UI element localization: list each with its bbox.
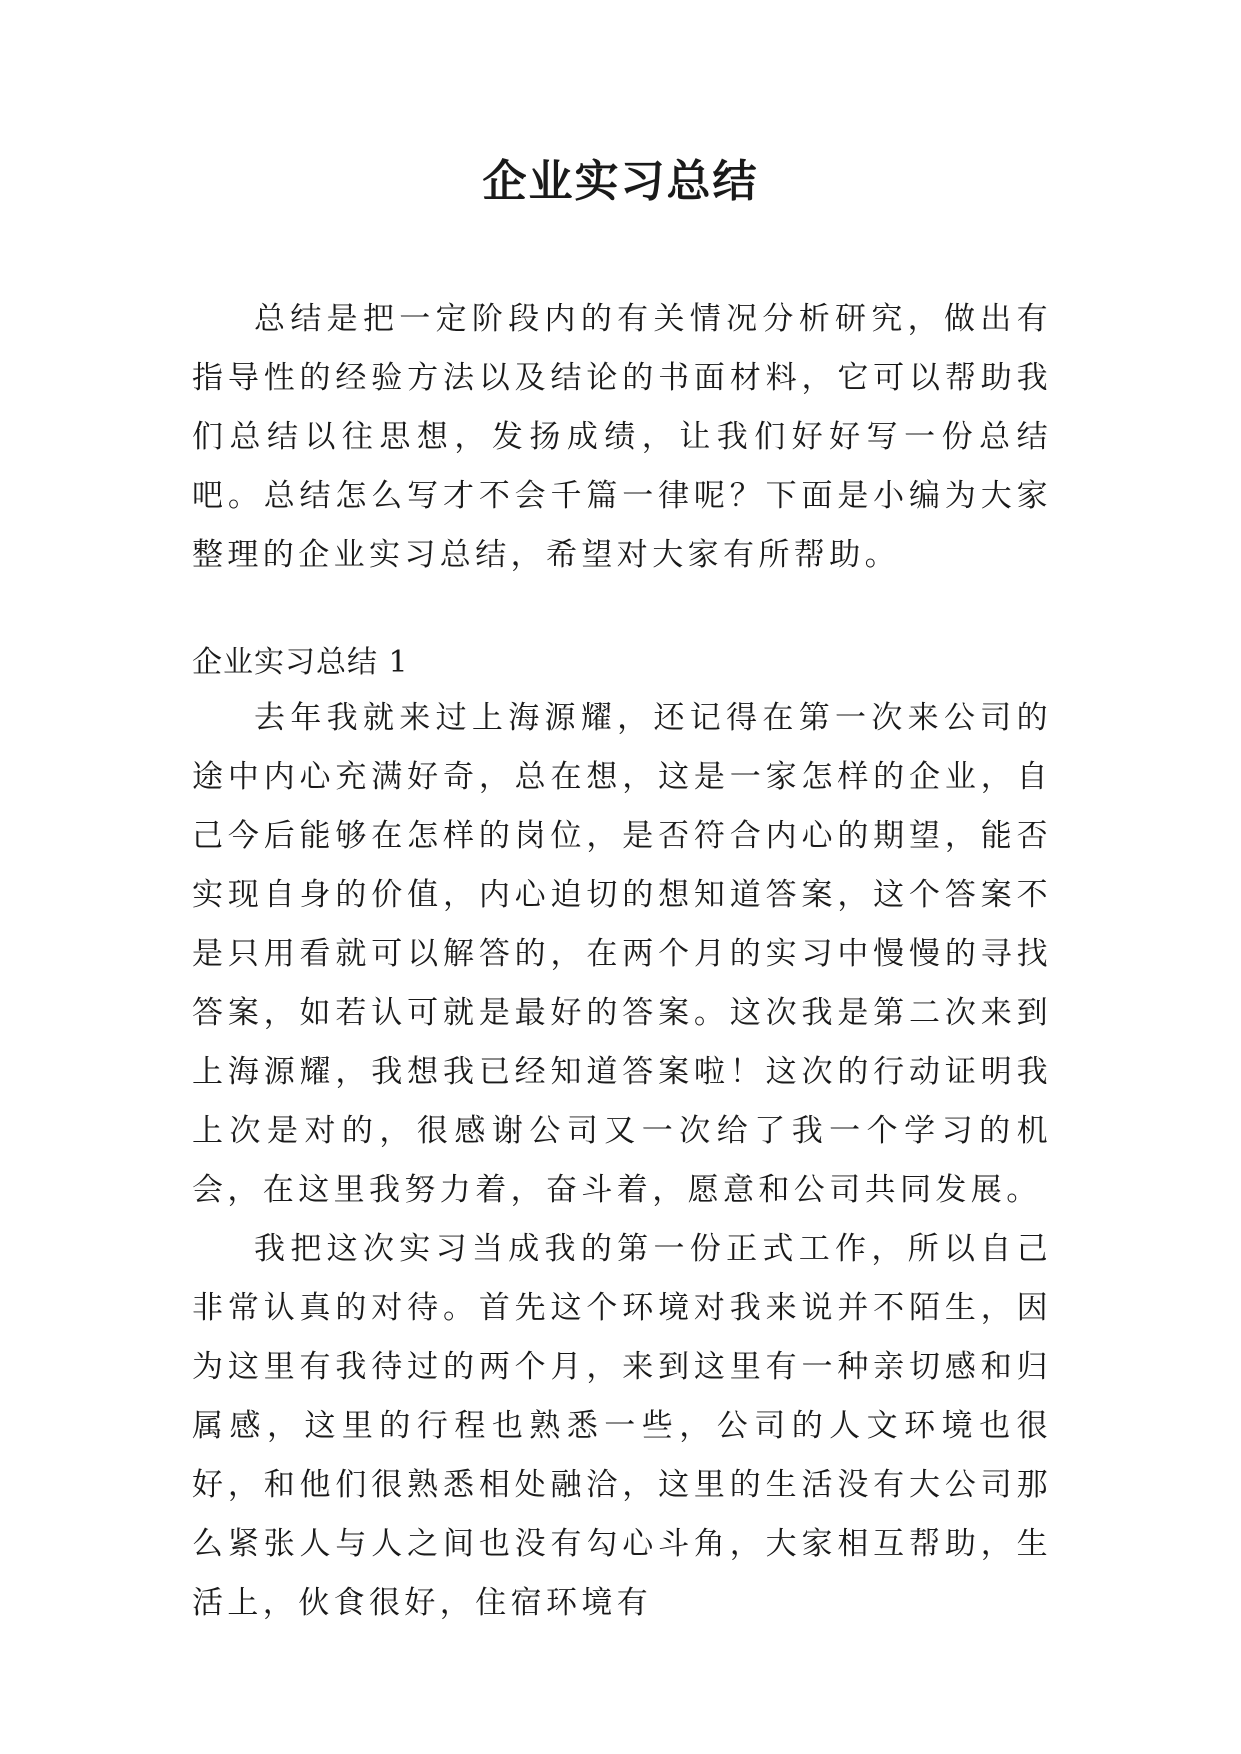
body-paragraph-1: 去年我就来过上海源耀，还记得在第一次来公司的途中内心充满好奇，总在想，这是一家怎样的企业，自己今后能够在怎样的岗位，是否符合内心的期望，能否实现自身的价值，内心迫切的想知道答案，这个答案不是只用看就可以解答的，在两个月的实习中慢慢的寻找答案，如若认可就是最好的答案。这次我是第二次来到上海源耀，我想我已经知道答案啦！这次的行动证明我上次是对的，很感谢公司又一次给了我一个学习的机会，在这里我努力着，奋斗着，愿意和公司共同发展。 xyxy=(192,700,1052,1208)
document-title: 企业实习总结 xyxy=(482,156,759,207)
body-paragraph-2: 我把这次实习当成我的第一份正式工作，所以自己非常认真的对待。首先这个环境对我来说并不陌生，因为这里有我待过的两个月，来到这里有一种亲切感和归属感，这里的行程也熟悉一些，公司的人文环境也很好，和他们很熟悉相处融洽，这里的生活没有大公司那么紧张人与人之间也没有勾心斗角，大家相互帮助，生活上，伙食很好，住宿环境有 xyxy=(192,1231,1052,1621)
document-body xyxy=(192,290,1052,1633)
section-heading: 企业实习总结 1 xyxy=(192,645,409,680)
intro-paragraph: 总结是把一定阶段内的有关情况分析研究，做出有指导性的经验方法以及结论的书面材料，它可以帮助我们总结以往思想，发扬成绩，让我们好好写一份总结吧。总结怎么写才不会千篇一律呢？下面是小编为大家整理的企业实习总结，希望对大家有所帮助。 xyxy=(192,301,1052,573)
